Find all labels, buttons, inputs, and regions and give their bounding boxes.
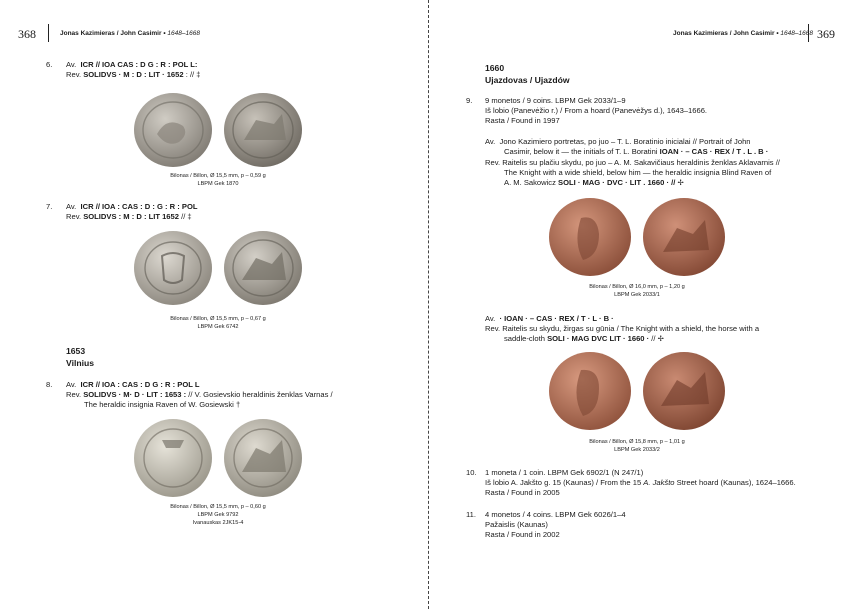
mint-mark-icon: ‡ <box>196 70 201 79</box>
running-head-authors: Jonas Kazimieras / John Casimir <box>60 30 162 37</box>
av-prefix: Av. <box>485 137 496 146</box>
coin-obverse-image <box>547 350 633 432</box>
obverse-line <box>485 314 614 324</box>
reverse-rest: // <box>649 334 658 343</box>
av-prefix: Av. <box>485 314 496 323</box>
section-place: Ujazdovas / Ujazdów <box>485 75 570 85</box>
av-prefix: Av. <box>66 60 77 69</box>
entry-count-line: 9 monetos / 9 coins. LBPM Gek 2033/1–9 <box>485 96 626 105</box>
av-prefix: Av. <box>66 202 77 211</box>
coin-obverse-image <box>132 418 214 498</box>
obverse-line <box>66 202 198 212</box>
coin-reverse-image <box>222 230 304 306</box>
page-number-right: 369 <box>817 27 835 41</box>
coin-caption: Bilonas / Billon, Ø 15,8 mm, p – 1,01 g <box>589 439 685 445</box>
page-tick-right <box>808 24 809 42</box>
entry-number: 7. <box>46 202 53 211</box>
coin-inventory: LBPM Gek 2033/2 <box>614 447 660 453</box>
entry-provenance-line: Pažaislis (Kaunas) <box>485 520 548 529</box>
mint-mark-icon: † <box>235 400 241 409</box>
coin-caption: Bilonas / Billon, Ø 15,5 mm, p – 0,60 g <box>170 504 266 510</box>
obverse-legend: ICR // IOA : CAS : D : G : R : POL <box>80 202 198 211</box>
entry-found-line: Rasta / Found in 2005 <box>485 488 560 497</box>
coin-caption: Bilonas / Billon, Ø 16,0 mm, p – 1,20 g <box>589 284 685 290</box>
mint-mark-icon: ✢ <box>677 178 684 187</box>
entry-count-line: 4 monetos / 4 coins. LBPM Gek 6026/1–4 <box>485 510 626 519</box>
provenance-pre: Iš lobio A. Jakšto g. 15 (Kaunas) / From the 15 <box>485 478 644 487</box>
mint-mark-icon: ✢ <box>657 334 664 343</box>
reverse-legend: SOLI · MAG · DVC · LIT . 1660 · // <box>558 178 676 187</box>
coin-caption: Bilonas / Billon, Ø 15,5 mm, p – 0,67 g <box>170 316 266 322</box>
section-year: 1660 <box>485 63 505 73</box>
reverse-legend: SOLIDVS · M· D · LIT : 1653 : <box>83 390 187 399</box>
obverse-line <box>66 380 199 390</box>
obverse-line <box>485 137 751 147</box>
entry-provenance-line <box>485 478 796 488</box>
coin-inventory: LBPM Gek 9792 <box>197 512 239 518</box>
running-head-left: Jonas Kazimieras / John Casimir • 1648–1668 <box>60 30 200 37</box>
reverse-line <box>66 212 192 222</box>
coin-reverse-image <box>641 350 727 432</box>
page-tick-left <box>48 24 49 42</box>
entry-number: 10. <box>466 468 477 477</box>
rev-prefix: Rev. <box>66 70 82 79</box>
mint-mark-icon: ‡ <box>187 212 192 221</box>
coin-reverse-image <box>222 92 304 168</box>
reverse-line <box>66 390 333 400</box>
obverse-description-2: Casimir, below it — the initials of T. L. Boratini <box>504 147 660 156</box>
coin-caption: Bilonas / Billon, Ø 15,5 mm, p – 0,59 g <box>170 173 266 179</box>
reverse-line <box>485 158 780 168</box>
reverse-line-3 <box>504 178 684 188</box>
reverse-rest: : // <box>183 70 197 79</box>
reverse-legend: SOLI · MAG DVC LIT · 1660 · <box>547 334 650 343</box>
entry-found-line: Rasta / Found in 2002 <box>485 530 560 539</box>
entry-count-line: 1 moneta / 1 coin. LBPM Gek 6902/1 (N 247/1) <box>485 468 644 477</box>
av-prefix: Av. <box>66 380 77 389</box>
section-place: Vilnius <box>66 358 95 368</box>
section-year: 1653 <box>66 346 86 356</box>
reverse-description-2: saddle-cloth <box>504 334 548 343</box>
reverse-line-2 <box>504 334 664 344</box>
provenance-street: A. Jakšto <box>643 478 675 487</box>
entry-number: 6. <box>46 60 53 69</box>
coin-obverse-image <box>132 230 214 306</box>
entry-provenance-line: Iš lobio (Panevėžio r.) / From a hoard (Panevėžys d.), 1643–1666. <box>485 106 708 115</box>
obverse-legend: ICR // IOA CAS : D G : R : POL L: <box>80 60 198 69</box>
coin-obverse-image <box>547 196 633 278</box>
obverse-description: Jono Kazimiero portretas, po juo – T. L. Boratinio inicialai // Portrait of John <box>499 137 751 146</box>
obverse-legend: IOAN · – CAS · REX / T . L . B · <box>659 147 769 156</box>
obverse-line-2 <box>504 147 768 157</box>
reverse-description: Raitelis su skydu, žirgas su gūnia / The Knight with a shield, the horse with a <box>502 324 760 333</box>
rev-prefix: Rev. <box>485 324 501 333</box>
reverse-line-2 <box>84 400 240 410</box>
coin-inventory: LBPM Gek 6742 <box>197 324 239 330</box>
running-head-authors: Jonas Kazimieras / John Casimir <box>673 30 775 37</box>
provenance-post: Street hoard (Kaunas), 1624–1666. <box>674 478 796 487</box>
running-head-years: 1648–1668 <box>167 30 200 37</box>
reverse-legend: SOLIDVS : M : D : LIT 1652 <box>83 212 179 221</box>
running-head-years: 1648–1668 <box>780 30 813 37</box>
reverse-line <box>66 70 201 80</box>
entry-found-line: Rasta / Found in 1997 <box>485 116 560 125</box>
page-number-left: 368 <box>18 27 36 41</box>
entry-number: 11. <box>466 510 476 519</box>
entry-number: 9. <box>466 96 473 105</box>
reverse-line <box>485 324 759 334</box>
reverse-line-2: The Knight with a wide shield, below him — the heraldic insignia Blind Raven of <box>504 168 772 177</box>
coin-reference: Ivanauskas 2JK15-4 <box>192 520 244 526</box>
obverse-legend: · IOAN · – CAS · REX / T · L · B · <box>499 314 614 323</box>
coin-inventory: LBPM Gek 1870 <box>197 181 239 187</box>
coin-reverse-image <box>641 196 727 278</box>
reverse-line-2-text: The heraldic insignia Raven of W. Gosiewski <box>84 400 236 409</box>
reverse-legend: SOLIDVS · M : D : LIT · 1652 <box>83 70 184 79</box>
obverse-line <box>66 60 197 70</box>
entry-number: 8. <box>46 380 53 389</box>
running-head-right: Jonas Kazimieras / John Casimir • 1648–1668 <box>673 30 813 37</box>
reverse-description: Raitelis su plačiu skydu, po juo – A. M. Sakavičiaus heraldinis ženklas Aklavarnis // <box>502 158 780 167</box>
reverse-description-3: A. M. Sakowicz <box>504 178 559 187</box>
reverse-rest: // V. Gosievskio heraldinis ženklas Varnas / <box>186 390 333 399</box>
obverse-legend: ICR // IOA : CAS : D G : R : POL L <box>80 380 200 389</box>
rev-prefix: Rev. <box>66 212 82 221</box>
right-page <box>429 0 858 609</box>
reverse-rest: // <box>178 212 188 221</box>
coin-obverse-image <box>132 92 214 168</box>
coin-inventory: LBPM Gek 2033/1 <box>614 292 660 298</box>
rev-prefix: Rev. <box>66 390 82 399</box>
coin-reverse-image <box>222 418 304 498</box>
rev-prefix: Rev. <box>485 158 501 167</box>
